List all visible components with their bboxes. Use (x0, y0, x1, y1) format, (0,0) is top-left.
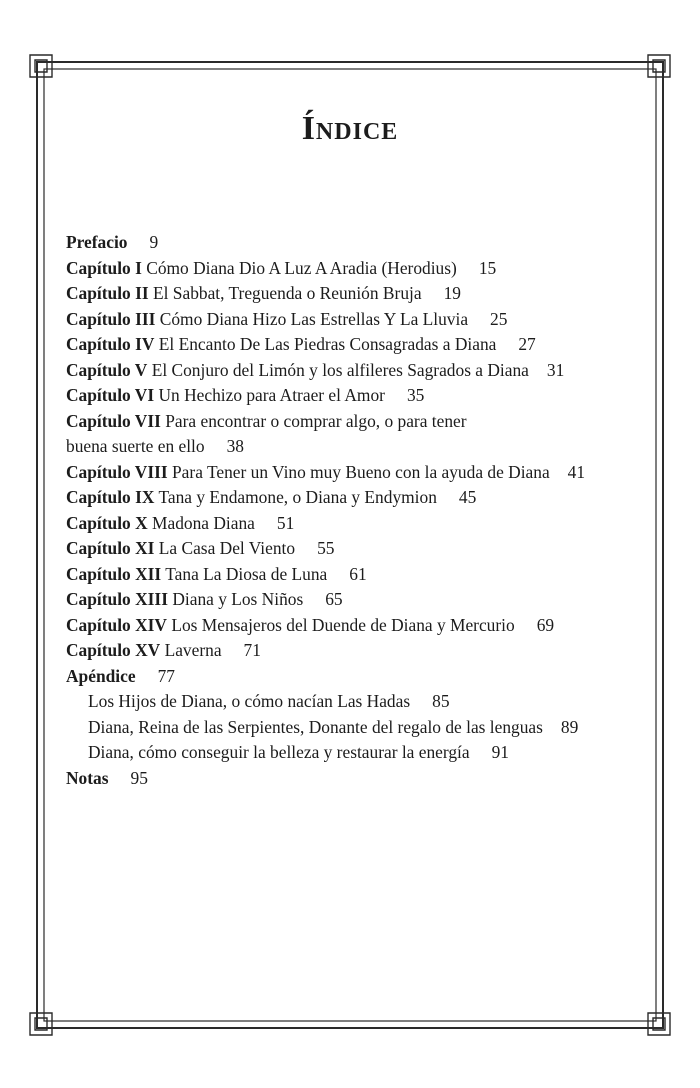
entry-text: Diana y Los Niños (172, 589, 304, 609)
entry-page: 55 (317, 538, 335, 558)
toc-entry-capitulo-13[interactable] (66, 587, 666, 613)
toc-subentry-reina-serpientes[interactable] (66, 715, 666, 741)
toc-subentry-belleza-energia[interactable] (66, 740, 666, 766)
table-of-contents (66, 230, 666, 791)
entry-page: 65 (325, 589, 343, 609)
entry-label: Capítulo XV (66, 640, 161, 660)
entry-label: Capítulo XIV (66, 614, 167, 635)
entry-label: Apéndice (66, 665, 136, 686)
entry-page: 91 (491, 742, 509, 762)
entry-page: 77 (157, 665, 175, 686)
toc-entry-capitulo-8[interactable] (66, 460, 666, 486)
toc-entry-capitulo-14[interactable] (66, 613, 666, 639)
toc-entry-capitulo-11[interactable] (66, 536, 666, 562)
entry-label: Capítulo IX (66, 487, 155, 507)
entry-page: 27 (518, 334, 536, 354)
entry-text: Los Mensajeros del Duende de Diana y Mercurio (171, 614, 515, 635)
entry-text: Laverna (164, 640, 222, 660)
entry-page: 15 (478, 257, 497, 278)
entry-text: Cómo Diana Hizo Las Estrellas Y La Lluvia (159, 308, 469, 329)
entry-page: 71 (243, 640, 261, 660)
entry-text: El Conjuro del Limón y los alfileres Sagrados a Diana (151, 359, 529, 380)
toc-entry-capitulo-3[interactable] (66, 307, 666, 333)
entry-label: Capítulo XIII (66, 589, 168, 609)
entry-text: Para Tener un Vino muy Bueno con la ayuda de Diana (172, 461, 550, 482)
entry-text: Tana y Endamone, o Diana y Endymion (158, 487, 437, 507)
entry-page: 95 (130, 767, 148, 788)
toc-entry-prefacio[interactable] (66, 230, 666, 256)
entry-label: Notas (66, 767, 109, 788)
entry-text: Diana, cómo conseguir la belleza y restaurar la energía (88, 742, 470, 762)
entry-text: Madona Diana (152, 512, 255, 533)
toc-entry-capitulo-15[interactable] (66, 638, 666, 664)
entry-page: 9 (149, 232, 159, 252)
toc-entry-capitulo-1[interactable] (66, 256, 666, 282)
toc-entry-capitulo-7[interactable] (66, 409, 666, 435)
entry-page: 35 (406, 385, 425, 405)
entry-page: 25 (490, 308, 508, 329)
entry-text-continued: buena suerte en ello (66, 436, 205, 456)
toc-entry-capitulo-9[interactable] (66, 485, 666, 511)
toc-subentry-hijos-de-diana[interactable] (66, 689, 666, 715)
toc-entry-capitulo-2[interactable] (66, 281, 666, 307)
entry-text: Cómo Diana Dio A Luz A Aradia (Herodius) (146, 257, 457, 278)
toc-entry-capitulo-5[interactable] (66, 358, 666, 384)
entry-label: Prefacio (66, 232, 128, 252)
toc-entry-notas[interactable] (66, 766, 666, 792)
toc-entry-capitulo-12[interactable] (66, 562, 666, 588)
toc-entry-apendice[interactable] (66, 664, 666, 690)
entry-label: Capítulo IV (66, 334, 155, 354)
entry-label: Capítulo VII (66, 410, 161, 431)
entry-page: 19 (443, 283, 461, 303)
entry-page: 41 (567, 461, 586, 482)
entry-label: Capítulo III (66, 308, 156, 329)
entry-page: 69 (536, 614, 555, 635)
entry-page: 31 (546, 359, 565, 380)
entry-text: El Sabbat, Treguenda o Reunión Bruja (153, 283, 422, 303)
entry-page: 89 (560, 716, 579, 737)
toc-entry-capitulo-10[interactable] (66, 511, 666, 537)
entry-label: Capítulo I (66, 257, 142, 278)
entry-page: 38 (226, 436, 244, 456)
entry-text: Un Hechizo para Atraer el Amor (158, 385, 385, 405)
entry-text: Los Hijos de Diana, o cómo nacían Las Hadas (88, 691, 411, 711)
entry-label: Capítulo XI (66, 538, 155, 558)
entry-label: Capítulo XII (66, 563, 162, 584)
entry-label: Capítulo VI (66, 385, 155, 405)
entry-text: Diana, Reina de las Serpientes, Donante del regalo de las lenguas (88, 716, 543, 737)
entry-page: 85 (432, 691, 450, 711)
entry-page: 51 (276, 512, 295, 533)
toc-entry-capitulo-6[interactable] (66, 383, 666, 409)
entry-label: Capítulo II (66, 283, 149, 303)
toc-entry-capitulo-4[interactable] (66, 332, 666, 358)
entry-text: Para encontrar o comprar algo, o para tener (165, 410, 467, 431)
entry-text: El Encanto De Las Piedras Consagradas a Diana (158, 334, 497, 354)
entry-page: 45 (458, 487, 477, 507)
page-title: Índice (301, 110, 399, 147)
entry-label: Capítulo V (66, 359, 148, 380)
toc-entry-capitulo-7-continued[interactable] (66, 434, 666, 460)
entry-label: Capítulo VIII (66, 461, 168, 482)
entry-label: Capítulo X (66, 512, 148, 533)
entry-text: Tana La Diosa de Luna (165, 563, 328, 584)
entry-page: 61 (349, 563, 367, 584)
entry-text: La Casa Del Viento (158, 538, 296, 558)
